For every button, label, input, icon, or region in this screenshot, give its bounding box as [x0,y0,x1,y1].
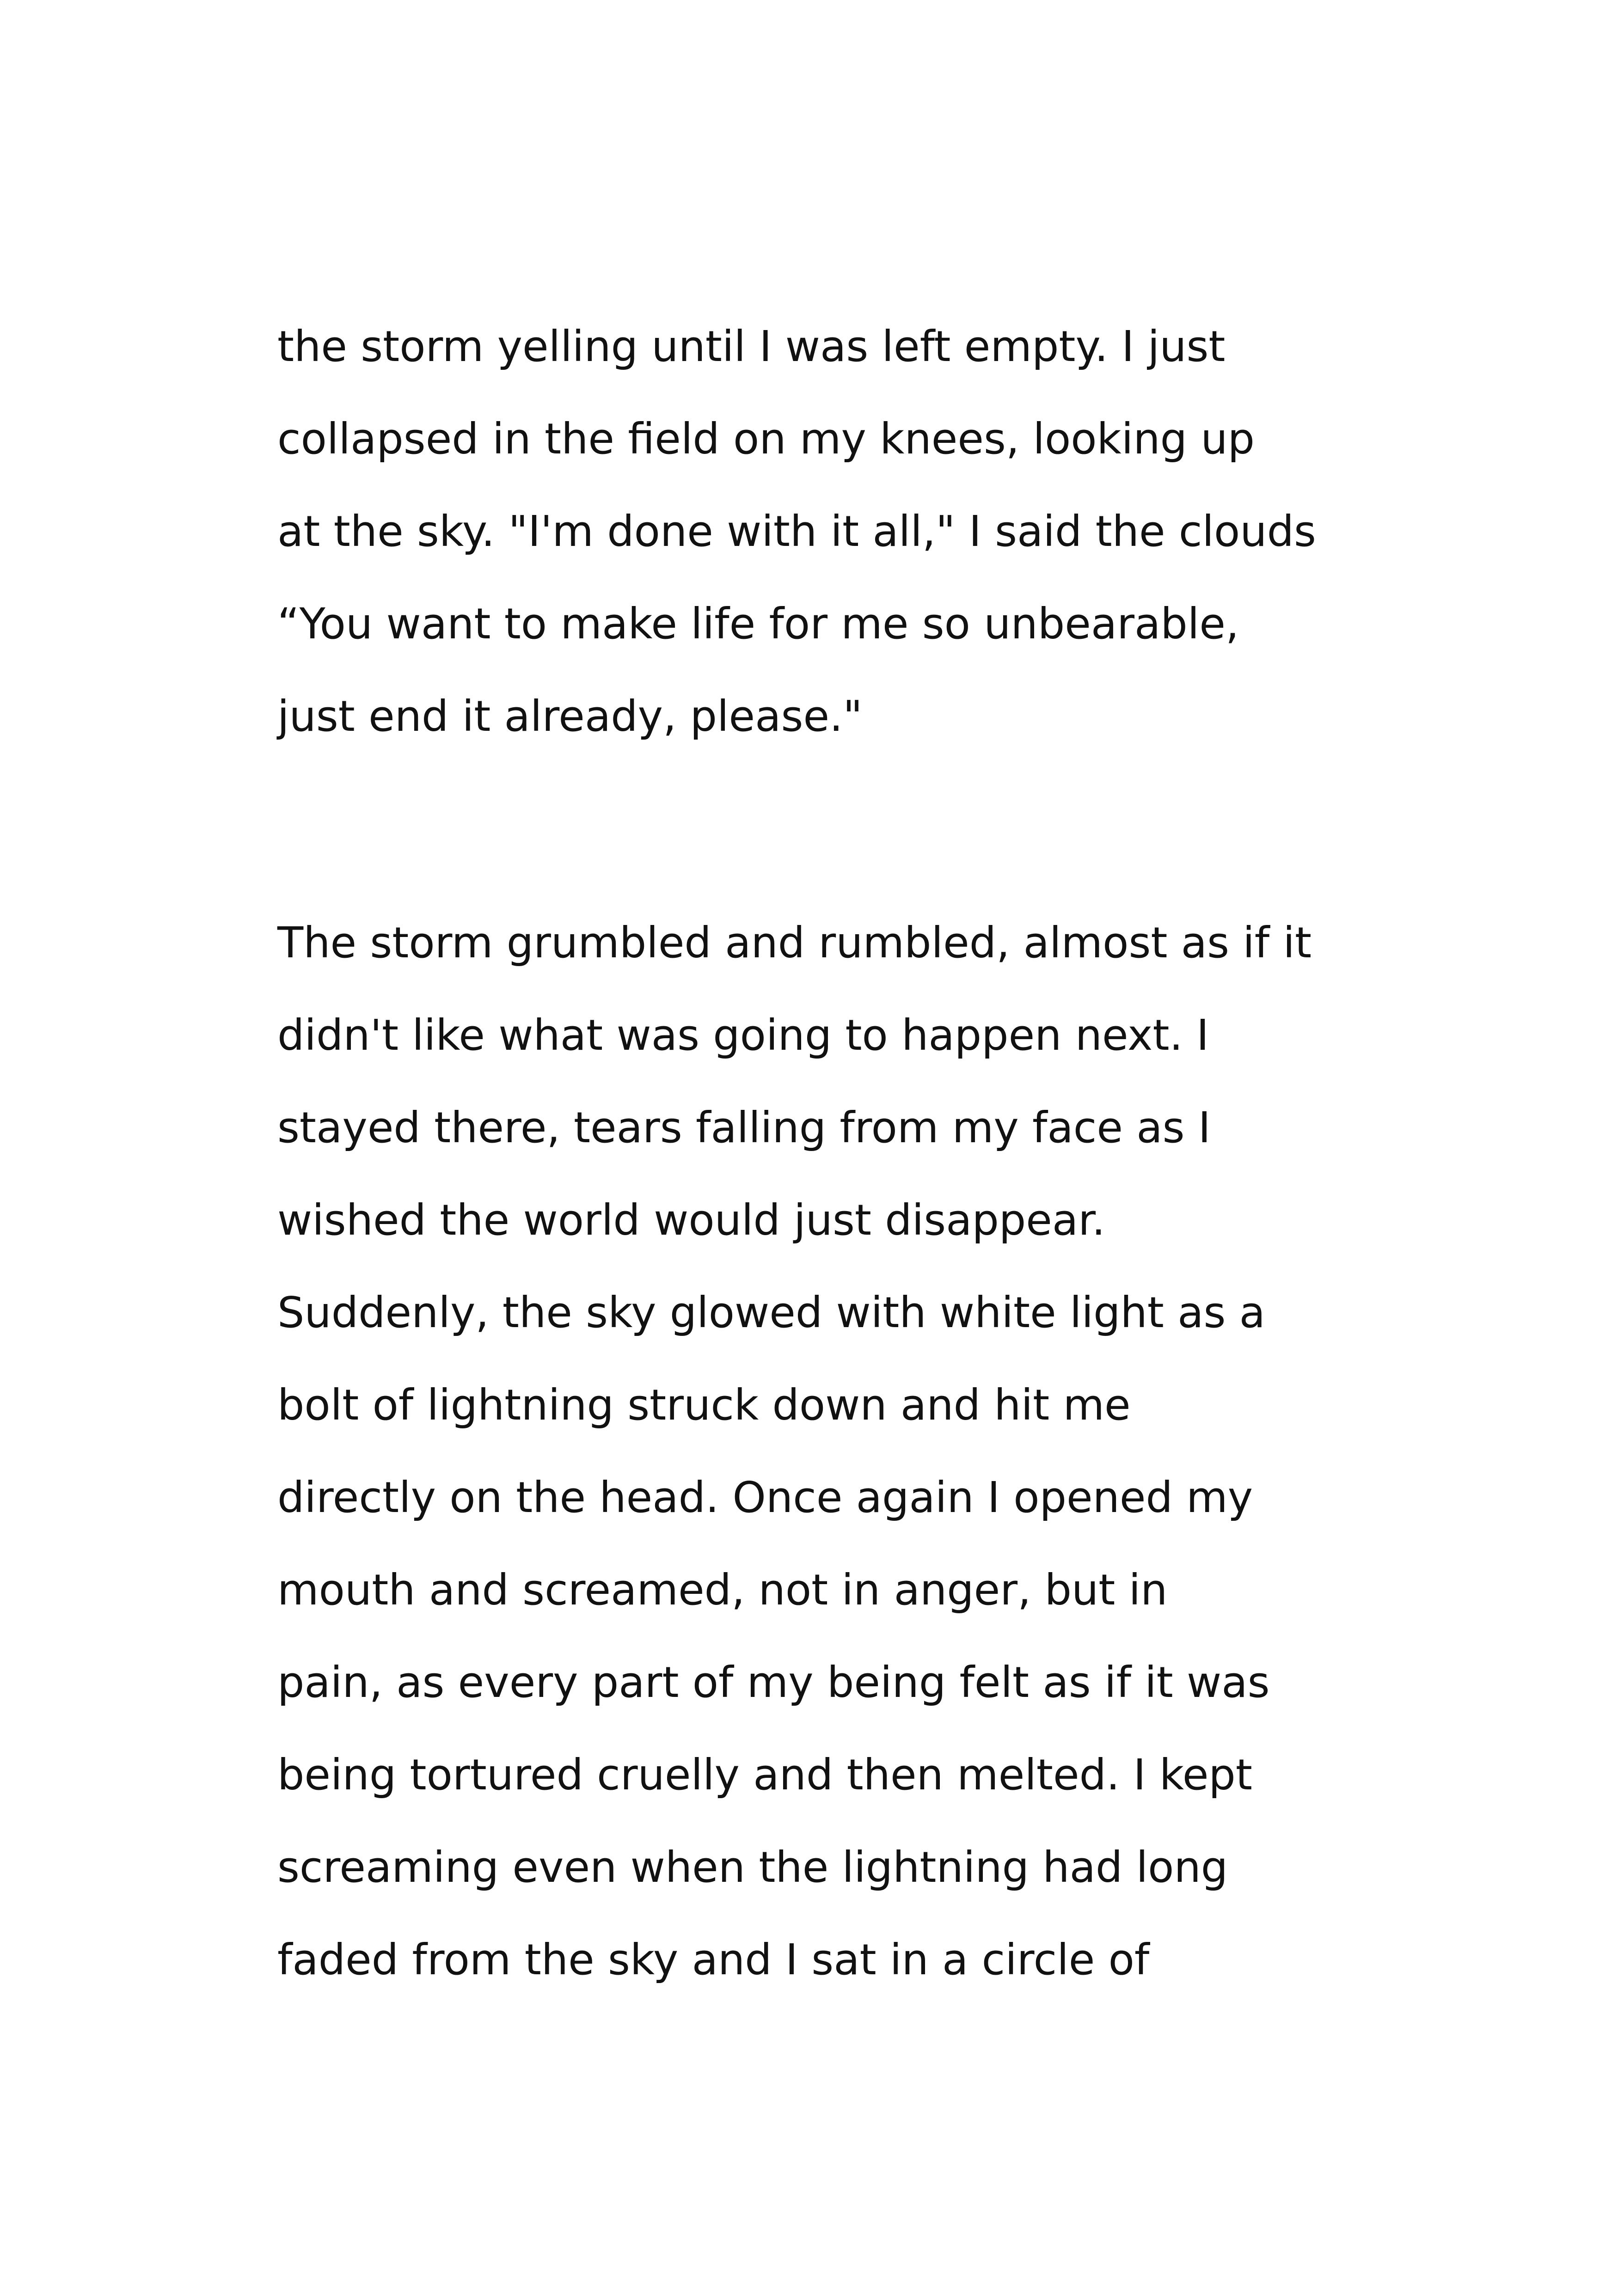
text-line: pain, as every part of my being felt as if it was [277,1658,1270,1707]
text-line: “You want to make life for me so unbearable, [277,599,1239,649]
paragraph-1 [277,300,1387,763]
text-line: wished the world would just disappear. [277,1195,1105,1245]
text-line: Suddenly, the sky glowed with white light as a [277,1288,1266,1337]
text-line: mouth and screamed, not in anger, but in [277,1565,1168,1615]
text-line: The storm grumbled and rumbled, almost as if it [277,918,1312,967]
text-line: bolt of lightning struck down and hit me [277,1380,1131,1430]
text-line: screaming even when the lightning had long [277,1843,1228,1892]
paragraph-2 [277,897,1387,2006]
text-line: being tortured cruelly and then melted. I kept [277,1750,1252,1800]
text-line: didn't like what was going to happen next. I [277,1010,1209,1060]
text-line: the storm yelling until I was left empty. I just [277,322,1226,371]
text-line: just end it already, please." [277,692,863,741]
text-line: directly on the head. Once again I opened my [277,1473,1253,1522]
text-line: at the sky. "I'm done with it all," I said the clouds [277,507,1316,556]
text-line: collapsed in the field on my knees, looking up [277,414,1255,464]
text-line: stayed there, tears falling from my face as I [277,1103,1211,1152]
text-line: faded from the sky and I sat in a circle of [277,1935,1150,1984]
